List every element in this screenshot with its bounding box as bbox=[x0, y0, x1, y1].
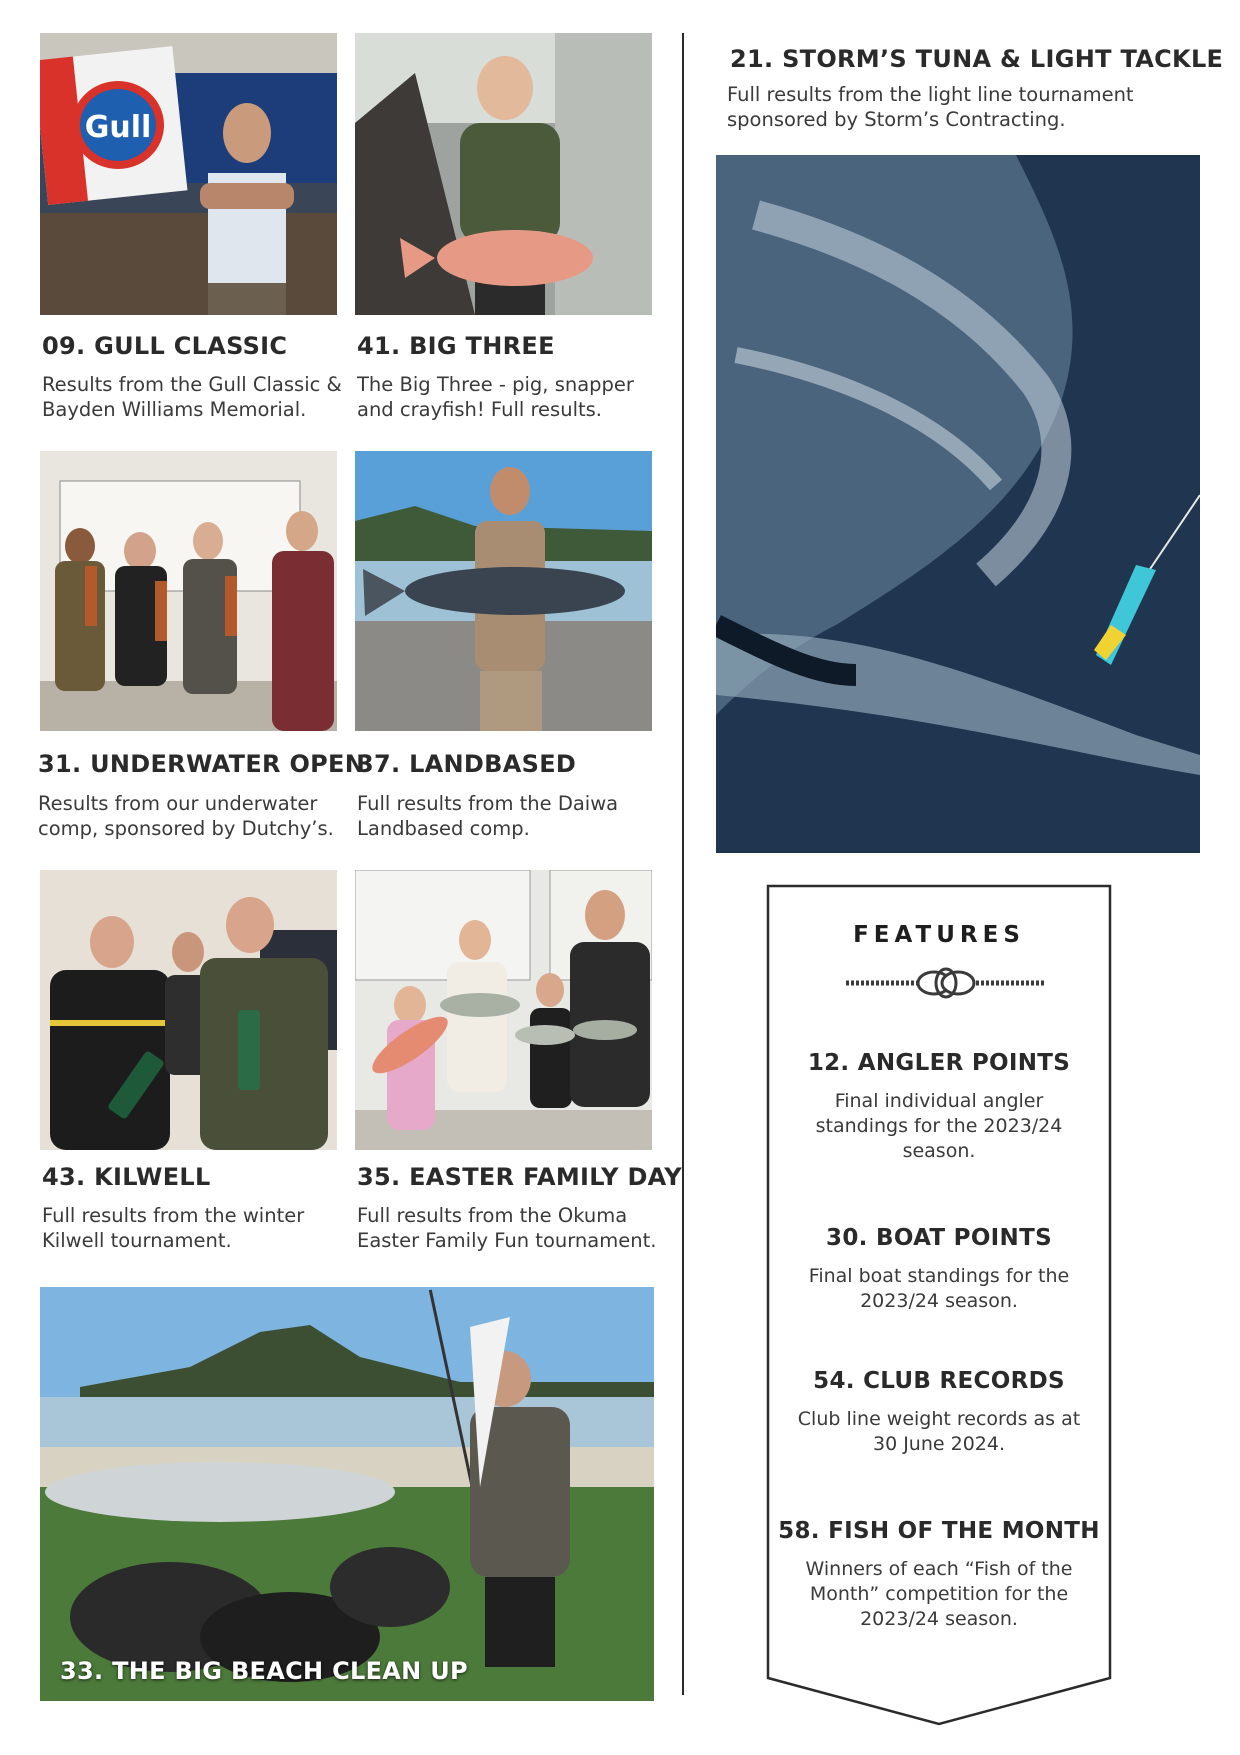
feature-title-club-records[interactable]: 54. CLUB RECORDS bbox=[813, 1368, 1065, 1394]
item-desc-easter-family-day: Full results from the Okuma Easter Family Fun tournament. bbox=[357, 1204, 657, 1252]
item-title-big-three[interactable]: 41. BIG THREE bbox=[357, 332, 555, 360]
item-title-gull-classic[interactable]: 09. GULL CLASSIC bbox=[42, 332, 288, 360]
item-title-easter-family-day[interactable]: 35. EASTER FAMILY DAY bbox=[357, 1163, 682, 1191]
feature-desc-fish-of-the-month: Winners of each “Fish of the Month” competition for the 2023/24 season. bbox=[805, 1558, 1073, 1630]
photo-underwater-open[interactable] bbox=[40, 451, 337, 731]
photo-gull-classic[interactable] bbox=[40, 33, 337, 315]
photo-big-beach-clean-up[interactable] bbox=[40, 1287, 654, 1701]
features-heading: FEATURES bbox=[853, 922, 1025, 948]
item-desc-landbased: Full results from the Daiwa Landbased comp. bbox=[357, 792, 619, 840]
feature-desc-angler-points: Final individual angler standings for the 2023/24 season. bbox=[815, 1090, 1063, 1162]
photo-kilwell[interactable] bbox=[40, 870, 337, 1150]
rope-knot-icon bbox=[846, 966, 1046, 1000]
item-desc-storms-tuna: Full results from the light line tournament sponsored by Storm’s Contracting. bbox=[727, 83, 1134, 131]
item-desc-kilwell: Full results from the winter Kilwell tournament. bbox=[42, 1204, 305, 1252]
features-banner bbox=[766, 884, 1112, 1727]
item-title-landbased[interactable]: 37. LANDBASED bbox=[357, 750, 577, 778]
item-title-kilwell[interactable]: 43. KILWELL bbox=[42, 1163, 211, 1191]
feature-title-fish-of-the-month[interactable]: 58. FISH OF THE MONTH bbox=[778, 1518, 1100, 1544]
item-desc-underwater-open: Results from our underwater comp, sponsored by Dutchy’s. bbox=[38, 792, 334, 840]
item-desc-big-three: The Big Three - pig, snapper and crayfish! Full results. bbox=[357, 373, 634, 421]
feature-title-boat-points[interactable]: 30. BOAT POINTS bbox=[826, 1225, 1052, 1251]
feature-title-angler-points[interactable]: 12. ANGLER POINTS bbox=[807, 1050, 1071, 1076]
gull-logo-text: Gull bbox=[84, 110, 152, 145]
photo-big-three[interactable] bbox=[355, 33, 652, 315]
photo-landbased[interactable] bbox=[355, 451, 652, 731]
photo-storms-tuna[interactable] bbox=[716, 155, 1200, 853]
column-divider bbox=[682, 33, 684, 1695]
item-title-storms-tuna[interactable]: 21. STORM’S TUNA & LIGHT TACKLE bbox=[730, 45, 1224, 73]
photo-easter-family-day[interactable] bbox=[355, 870, 652, 1150]
feature-desc-boat-points: Final boat standings for the 2023/24 season. bbox=[808, 1265, 1070, 1312]
feature-desc-club-records: Club line weight records as at 30 June 2024. bbox=[797, 1408, 1081, 1455]
item-desc-gull-classic: Results from the Gull Classic & Bayden Williams Memorial. bbox=[42, 373, 342, 421]
item-title-underwater-open[interactable]: 31. UNDERWATER OPEN bbox=[38, 750, 366, 778]
item-title-big-beach-clean-up[interactable]: 33. THE BIG BEACH CLEAN UP bbox=[60, 1657, 468, 1685]
